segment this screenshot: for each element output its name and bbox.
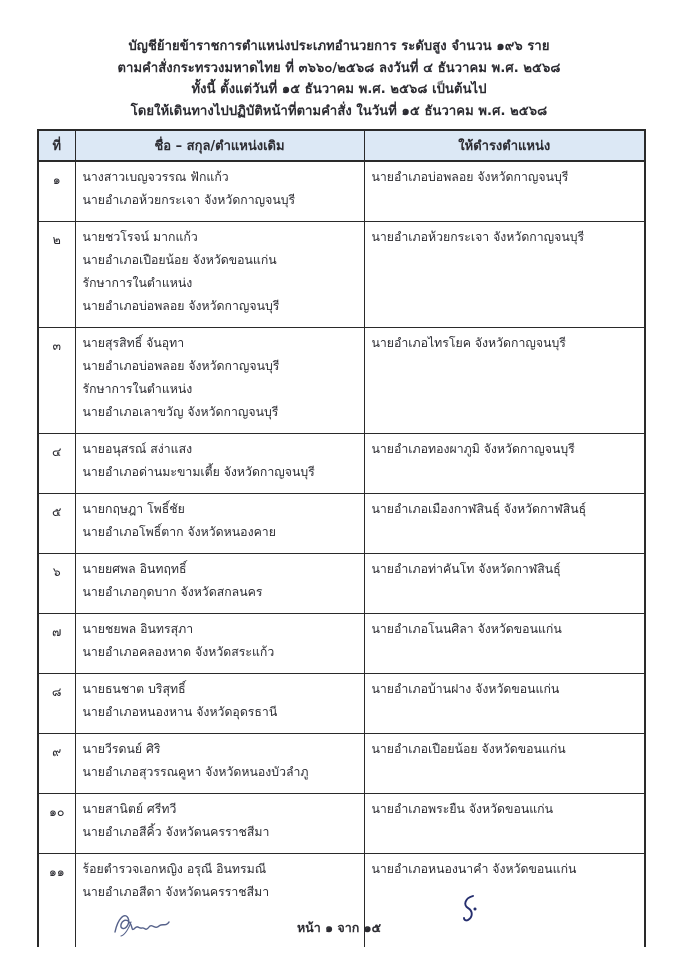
former-position-cell	[75, 494, 364, 554]
header-line-2: ตามคำสั่งกระทรวงมหาดไทย ที่ ๓๖๖๐/๒๕๖๘ ลงวันที่ ๔ ธันวาคม พ.ศ. ๒๕๖๘	[117, 60, 561, 76]
new-position-cell	[364, 161, 645, 222]
table-row	[38, 222, 645, 328]
table-row	[38, 734, 645, 794]
row-number: ๗	[52, 624, 62, 639]
table-row	[38, 614, 645, 674]
former-position-cell	[75, 222, 364, 328]
row-number-cell	[38, 614, 75, 674]
former-position-line: นายอำเภอด่านมะขามเตี้ย จังหวัดกาญจนบุรี	[82, 465, 315, 479]
document-header	[0, 0, 678, 122]
former-position-cell	[75, 614, 364, 674]
former-position-line: นายอำเภอโพธิ์ตาก จังหวัดหนองคาย	[82, 525, 276, 539]
header-line-3: ทั้งนี้ ตั้งแต่วันที่ ๑๕ ธันวาคม พ.ศ. ๒๕๖๘ เป็นต้นไป	[191, 82, 487, 97]
former-position-line: นายอำเภอเลาขวัญ จังหวัดกาญจนบุรี	[82, 405, 279, 419]
former-position-line: นายอนุสรณ์ สง่าแสง	[82, 442, 193, 456]
new-position-text: นายอำเภอไทรโยค จังหวัดกาญจนบุรี	[371, 336, 566, 350]
former-position-line: นายอำเภอสุวรรณคูหา จังหวัดหนองบัวลำภู	[82, 765, 309, 779]
new-position-text: นายอำเภอหนองนาคำ จังหวัดขอนแก่น	[371, 862, 577, 876]
row-number: ๑๐	[48, 804, 65, 819]
former-position-line: นายอำเภอสีดา จังหวัดนครราชสีมา	[82, 885, 270, 899]
row-number-cell	[38, 554, 75, 614]
header-line-4: โดยให้เดินทางไปปฏิบัติหน้าที่ตามคำสั่ง ในวันที่ ๑๕ ธันวาคม พ.ศ. ๒๕๖๘	[130, 103, 548, 119]
row-number-cell	[38, 161, 75, 222]
row-number: ๘	[51, 684, 62, 699]
page-number-footer: หน้า ๑ จาก ๑๕	[296, 920, 382, 935]
former-position-cell	[75, 161, 364, 222]
former-position-line: นางสาวเบญจวรรณ ฟักแก้ว	[82, 170, 229, 184]
row-number: ๒	[52, 232, 61, 247]
row-number: ๓	[52, 338, 62, 353]
former-position-cell	[75, 434, 364, 494]
new-position-text: นายอำเภอท่าคันโท จังหวัดกาฬสินธุ์	[371, 562, 561, 576]
new-position-text: นายอำเภอทองผาภูมิ จังหวัดกาญจนบุรี	[371, 442, 575, 456]
former-position-line: นายอำเภอกุดบาก จังหวัดสกลนคร	[82, 585, 263, 599]
former-position-line: รักษาการในตำแหน่ง	[82, 276, 193, 290]
row-number: ๖	[52, 564, 61, 579]
former-position-cell	[75, 794, 364, 854]
new-position-cell	[364, 734, 645, 794]
former-position-line: นายชยพล อินทรสุภา	[82, 622, 194, 636]
former-position-cell	[75, 734, 364, 794]
row-number-cell	[38, 794, 75, 854]
new-position-cell	[364, 494, 645, 554]
former-position-line: นายอำเภอเปือยน้อย จังหวัดขอนแก่น	[82, 253, 277, 267]
table-row	[38, 161, 645, 222]
new-position-text: นายอำเภอห้วยกระเจา จังหวัดกาญจนบุรี	[371, 230, 585, 244]
table-row	[38, 494, 645, 554]
new-position-cell	[364, 328, 645, 434]
new-position-cell	[364, 554, 645, 614]
former-position-line: นายกฤษฎา โพธิ์ชัย	[82, 502, 185, 516]
new-position-text: นายอำเภอโนนศิลา จังหวัดขอนแก่น	[371, 622, 562, 636]
new-position-cell	[364, 794, 645, 854]
former-position-line: นายสุรสิทธิ์ จันอุทา	[82, 336, 185, 350]
former-position-line: นายอำเภอคลองหาด จังหวัดสระแก้ว	[82, 645, 275, 659]
former-position-line: นายอำเภอสีคิ้ว จังหวัดนครราชสีมา	[82, 825, 270, 839]
row-number-cell	[38, 328, 75, 434]
new-position-cell	[364, 674, 645, 734]
row-number-cell	[38, 734, 75, 794]
table-row	[38, 554, 645, 614]
row-number: ๔	[52, 444, 62, 459]
new-position-cell	[364, 434, 645, 494]
table-row	[38, 434, 645, 494]
row-number: ๑	[52, 172, 61, 187]
new-position-cell	[364, 222, 645, 328]
new-position-cell	[364, 614, 645, 674]
former-position-line: นายธนชาต บริสุทธิ์	[82, 682, 186, 696]
former-position-cell	[75, 328, 364, 434]
new-position-text: นายอำเภอบ้านฝาง จังหวัดขอนแก่น	[371, 682, 560, 696]
former-position-cell	[75, 674, 364, 734]
row-number: ๕	[52, 504, 62, 519]
column-header-name-former-position: ชื่อ – สกุล/ตำแหน่งเดิม	[75, 130, 364, 161]
new-position-text: นายอำเภอเปือยน้อย จังหวัดขอนแก่น	[371, 742, 566, 756]
former-position-cell	[75, 554, 364, 614]
transfer-table	[37, 129, 646, 947]
table-row	[38, 794, 645, 854]
row-number-cell	[38, 434, 75, 494]
former-position-line: ร้อยตำรวจเอกหญิง อรุณี อินทรมณี	[82, 862, 267, 876]
former-position-line: นายสานิตย์ ศรีทวี	[82, 802, 177, 816]
former-position-line: นายอำเภอบ่อพลอย จังหวัดกาญจนบุรี	[82, 359, 280, 373]
former-position-line: นายอำเภอหนองหาน จังหวัดอุดรธานี	[82, 705, 278, 719]
former-position-line: นายชวโรจน์ มากแก้ว	[82, 230, 198, 244]
new-position-text: นายอำเภอพระยืน จังหวัดขอนแก่น	[371, 802, 554, 816]
table-row	[38, 674, 645, 734]
header-line-1: บัญชีย้ายข้าราชการตำแหน่งประเภทอำนวยการ ระดับสูง จำนวน ๑๙๖ ราย	[128, 39, 550, 54]
table-header-row	[38, 130, 645, 161]
new-position-text: นายอำเภอบ่อพลอย จังหวัดกาญจนบุรี	[371, 170, 569, 184]
table-row	[38, 328, 645, 434]
row-number-cell	[38, 674, 75, 734]
row-number-cell	[38, 494, 75, 554]
former-position-line: รักษาการในตำแหน่ง	[82, 382, 193, 396]
row-number: ๙	[52, 744, 62, 759]
column-header-new-position: ให้ดำรงตำแหน่ง	[364, 130, 645, 161]
row-number-cell	[38, 222, 75, 328]
former-position-line: นายวีรดนย์ ศิริ	[82, 742, 161, 756]
table-body	[38, 161, 645, 947]
former-position-line: นายยศพล อินทฤทธิ์	[82, 562, 187, 576]
former-position-line: นายอำเภอบ่อพลอย จังหวัดกาญจนบุรี	[82, 299, 280, 313]
column-header-number: ที่	[38, 130, 75, 161]
new-position-text: นายอำเภอเมืองกาฬสินธุ์ จังหวัดกาฬสินธุ์	[371, 502, 587, 516]
row-number: ๑๑	[48, 864, 65, 879]
former-position-line: นายอำเภอห้วยกระเจา จังหวัดกาญจนบุรี	[82, 193, 296, 207]
